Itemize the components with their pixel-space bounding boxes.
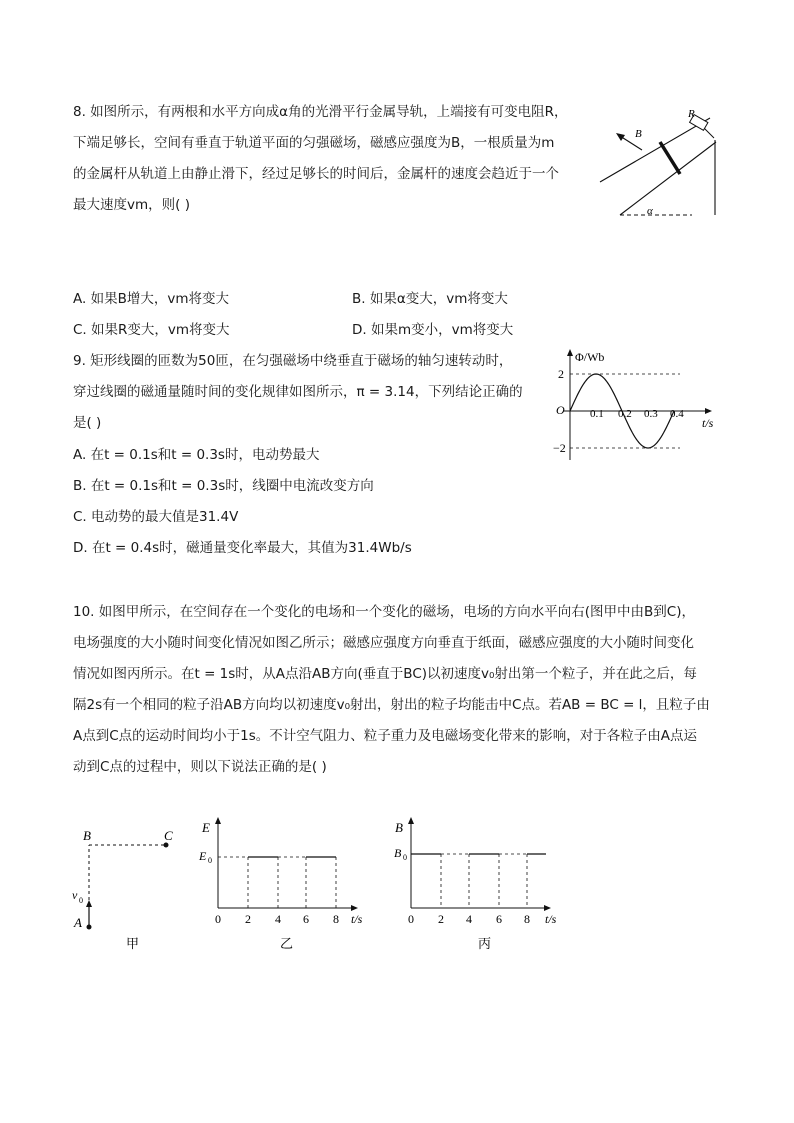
metal-rod — [660, 142, 680, 174]
q8-line-1: 8. 如图所示，有两根和水平方向成α角的光滑平行金属导轨，上端接有可变电阻R， — [73, 104, 568, 120]
caption-yi: 乙 — [280, 936, 294, 951]
label-B: B — [83, 828, 91, 843]
v0-arrowhead — [86, 900, 92, 907]
y-axis-label: Φ/Wb — [575, 350, 605, 364]
q9-line-3: 是( ) — [73, 415, 102, 431]
tick-2: 2 — [245, 912, 251, 926]
y-tick-max: 2 — [558, 367, 564, 381]
rail-lower — [600, 118, 710, 182]
b-axis-arrow — [408, 817, 414, 824]
q8-option-b[interactable]: B. 如果α变大，vm将变大 — [352, 291, 508, 307]
x-axis-label: t/s — [702, 416, 714, 430]
b0-label-sub: 0 — [403, 853, 407, 862]
q8-line-4: 最大速度vm，则( ) — [73, 197, 190, 213]
t-axis-label: t/s — [351, 912, 363, 926]
q9-option-a[interactable]: A. 在t = 0.1s和t = 0.3s时，电动势最大 — [73, 447, 320, 463]
origin-label: O — [556, 403, 565, 417]
x-tick-0-3: 0.3 — [644, 408, 658, 420]
q9-line-2: 穿过线圈的磁通量随时间的变化规律如图所示，π = 3.14，下列结论正确的 — [73, 384, 523, 400]
e-axis-arrow — [215, 817, 221, 824]
q8-option-d[interactable]: D. 如果m变小，vm将变大 — [352, 322, 514, 338]
tick-0: 0 — [215, 912, 221, 926]
tick-0: 0 — [408, 912, 414, 926]
q9-option-c[interactable]: C. 电动势的最大值是31.4V — [73, 509, 239, 525]
t-axis-arrow — [544, 905, 551, 911]
tick-8: 8 — [524, 912, 530, 926]
e0-label-sub: 0 — [208, 856, 212, 865]
b0-label: B — [394, 846, 402, 860]
label-R: R — [688, 108, 695, 120]
tick-8: 8 — [333, 912, 339, 926]
q10-figure-bing — [388, 812, 573, 960]
b-axis-label: B — [395, 820, 403, 835]
tick-2: 2 — [438, 912, 444, 926]
q8-option-a[interactable]: A. 如果B增大，vm将变大 — [73, 291, 229, 307]
q9-line-1: 9. 矩形线圈的匝数为50匝，在匀强磁场中绕垂直于磁场的轴匀速转动时， — [73, 353, 513, 369]
e-axis-label: E — [202, 820, 210, 835]
q9-option-d[interactable]: D. 在t = 0.4s时，磁通量变化率最大，其值为31.4Wb/s — [73, 540, 412, 556]
q10-line-5: A点到C点的运动时间均小于1s。不计空气阻力、粒子重力及电磁场变化带来的影响，对于各粒子由A点运 — [73, 728, 698, 744]
x-tick-0-2: 0.2 — [618, 408, 632, 420]
label-B: B — [635, 128, 642, 140]
x-tick-0-4: 0.4 — [670, 408, 684, 420]
y-tick-min: −2 — [553, 441, 566, 455]
point-c — [164, 843, 169, 848]
b-arrowhead — [616, 133, 625, 141]
y-axis-arrow — [567, 349, 573, 356]
q10-line-6: 动到C点的过程中，则以下说法正确的是( ) — [73, 759, 327, 775]
q10-figure-yi — [195, 812, 375, 960]
q10-line-1: 10. 如图甲所示，在空间存在一个变化的电场和一个变化的磁场，电场的方向水平向右(图甲中由B到C)， — [73, 604, 695, 620]
label-v0: v — [72, 888, 78, 902]
caption-jia: 甲 — [126, 936, 140, 951]
x-tick-0-1: 0.1 — [590, 408, 604, 420]
q10-figure-jia — [70, 820, 190, 960]
label-v0-sub: 0 — [79, 896, 83, 905]
q8-incline-figure — [590, 100, 730, 230]
label-A: A — [74, 915, 82, 930]
q10-line-2: 电场强度的大小随时间变化情况如图乙所示；磁感应强度方向垂直于纸面，磁感应强度的大小随时间变化 — [73, 635, 694, 651]
point-a — [87, 925, 92, 930]
tick-4: 4 — [466, 912, 472, 926]
q10-line-3: 情况如图丙所示。在t = 1s时，从A点沿AB方向(垂直于BC)以初速度v₀射出第一个粒子，并在此之后，每 — [73, 666, 697, 682]
t-axis-label: t/s — [545, 912, 557, 926]
q8-option-c[interactable]: C. 如果R变大，vm将变大 — [73, 322, 230, 338]
t-axis-arrow — [351, 905, 358, 911]
q9-flux-chart — [550, 345, 730, 463]
tick-6: 6 — [303, 912, 309, 926]
tick-6: 6 — [496, 912, 502, 926]
label-alpha: α — [647, 205, 653, 217]
q10-line-4: 隔2s有一个相同的粒子沿AB方向均以初速度v₀射出，射出的粒子均能击中C点。若AB = BC = l，且粒子由 — [73, 697, 710, 713]
label-C: C — [164, 828, 173, 843]
q9-option-b[interactable]: B. 在t = 0.1s和t = 0.3s时，线圈中电流改变方向 — [73, 478, 374, 494]
x-axis-arrow — [705, 408, 712, 414]
e0-label: E — [199, 849, 207, 863]
q8-line-2: 下端足够长，空间有垂直于轨道平面的匀强磁场，磁感应强度为B，一根质量为m — [73, 135, 555, 151]
q8-line-3: 的金属杆从轨道上由静止滑下，经过足够长的时间后，金属杆的速度会趋近于一个 — [73, 166, 559, 182]
tick-4: 4 — [275, 912, 281, 926]
caption-bing: 丙 — [478, 936, 492, 951]
